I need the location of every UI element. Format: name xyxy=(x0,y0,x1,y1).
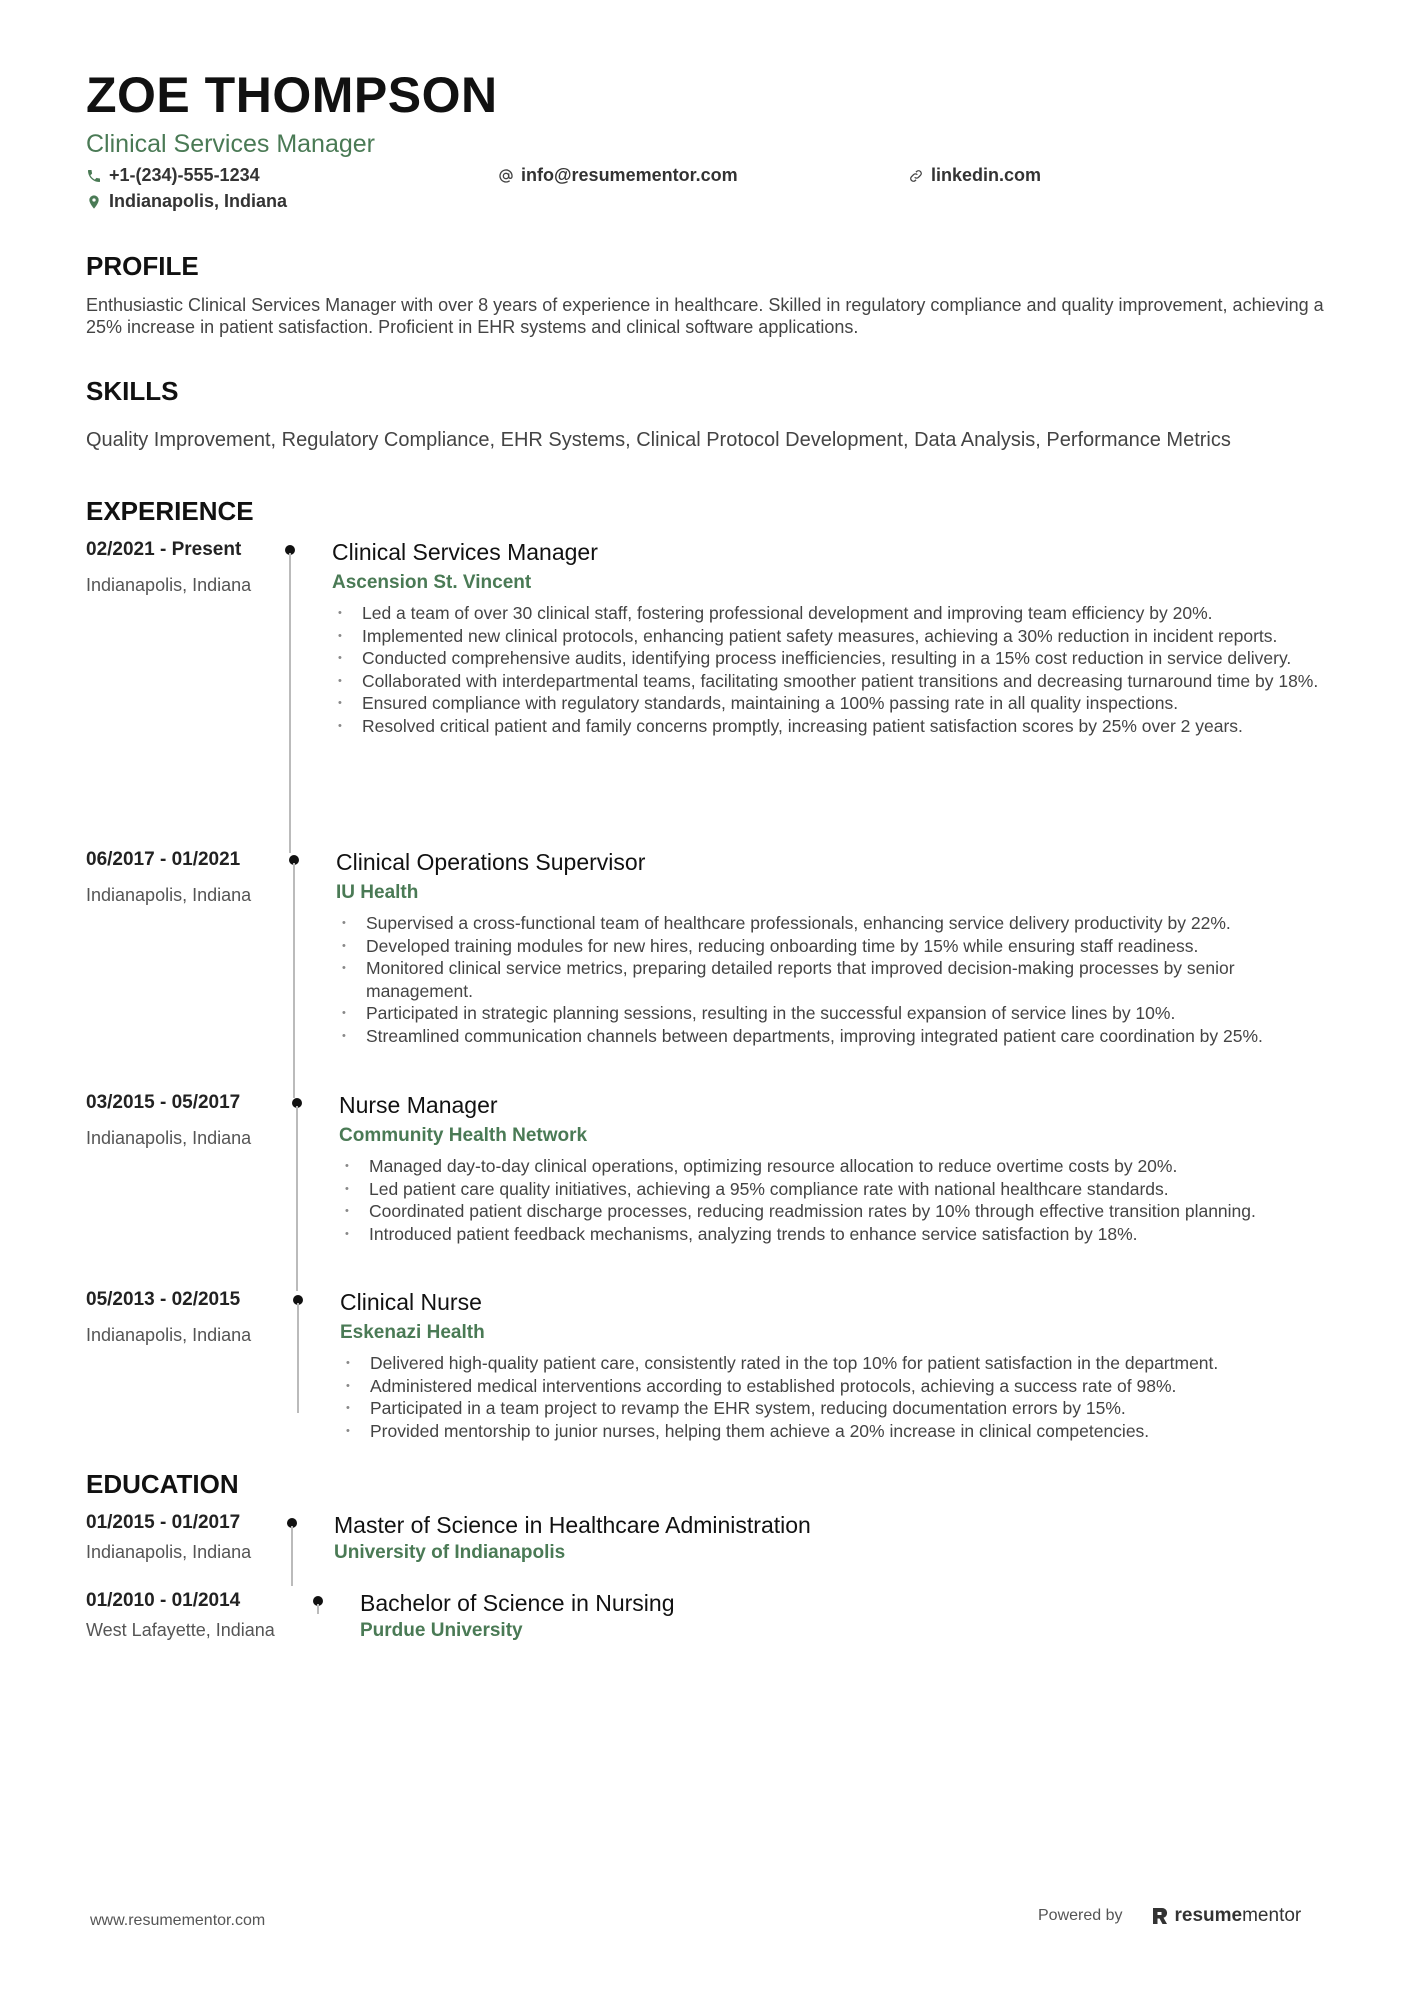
skills-heading: SKILLS xyxy=(86,376,179,406)
job-bullet: • Collaborated with interdepartmental teams, facilitating smoother patient transitions and decreasing turnaround time by 18%. xyxy=(332,670,1332,693)
job-company: Eskenazi Health xyxy=(340,1322,485,1343)
education-heading: EDUCATION xyxy=(86,1469,239,1499)
contact-email[interactable] xyxy=(498,165,738,186)
resumementor-logo-icon xyxy=(1151,1906,1169,1926)
job-bullet: • Coordinated patient discharge processes, reducing readmission rates by 10% through effective transition planning. xyxy=(339,1200,1339,1223)
education-dates: 01/2015 - 01/2017 xyxy=(86,1512,241,1533)
job-bullet: • Led patient care quality initiatives, achieving a 95% compliance rate with national healthcare standards. xyxy=(339,1178,1339,1201)
job-content xyxy=(332,539,1332,737)
job-dates: 06/2017 - 01/2021 xyxy=(86,849,241,870)
education-content xyxy=(334,1512,1334,1564)
job-bullet: • Monitored clinical service metrics, preparing detailed reports that improved decision-making processes by senior management. xyxy=(336,957,1336,1002)
job-bullet: • Conducted comprehensive audits, identifying process inefficiencies, resulting in a 15% cost reduction in service delivery. xyxy=(332,647,1332,670)
job-bullet: • Supervised a cross-functional team of healthcare professionals, enhancing service delivery productivity by 22%. xyxy=(336,912,1336,935)
profile-section xyxy=(86,251,1336,338)
job-bullets xyxy=(332,602,1332,737)
job-bullet: • Ensured compliance with regulatory standards, maintaining a 100% passing rate in all quality inspections. xyxy=(332,692,1332,715)
job-bullet: • Led a team of over 30 clinical staff, fostering professional development and improving team efficiency by 20%. xyxy=(332,602,1332,625)
skills-section xyxy=(86,376,1336,452)
timeline-line xyxy=(291,1526,293,1586)
contact-linkedin[interactable] xyxy=(908,165,1041,186)
job-location: Indianapolis, Indiana xyxy=(86,885,252,905)
candidate-name: ZOE THOMPSON xyxy=(86,67,498,123)
timeline-line xyxy=(296,1106,298,1291)
experience-heading: EXPERIENCE xyxy=(86,496,254,526)
job-bullet: • Administered medical interventions according to established protocols, achieving a success rate of 98%. xyxy=(340,1375,1340,1398)
job-location: Indianapolis, Indiana xyxy=(86,1128,252,1148)
job-bullet: • Resolved critical patient and family concerns promptly, increasing patient satisfaction scores by 25% over 2 years. xyxy=(332,715,1332,738)
job-company: Community Health Network xyxy=(339,1125,588,1146)
profile-heading: PROFILE xyxy=(86,251,199,281)
job-title: Clinical Services Manager xyxy=(332,539,598,565)
timeline-line xyxy=(297,1303,299,1413)
experience-timeline xyxy=(86,539,1336,1469)
education-content xyxy=(360,1590,1260,1642)
education-degree: Bachelor of Science in Nursing xyxy=(360,1590,675,1616)
job-dates: 03/2015 - 05/2017 xyxy=(86,1092,241,1113)
map-pin-icon xyxy=(86,194,102,210)
link-icon xyxy=(908,168,924,184)
footer-website[interactable]: www.resumementor.com xyxy=(90,1912,266,1929)
job-bullet: • Provided mentorship to junior nurses, helping them achieve a 20% increase in clinical competencies. xyxy=(340,1420,1340,1443)
experience-section xyxy=(86,496,1336,1469)
job-location: Indianapolis, Indiana xyxy=(86,1325,252,1345)
job-title: Clinical Operations Supervisor xyxy=(336,849,646,875)
education-school: Purdue University xyxy=(360,1620,523,1641)
job-bullet: • Streamlined communication channels between departments, improving integrated patient care coordination by 25%. xyxy=(336,1025,1336,1048)
phone-text: +1-(234)-555-1234 xyxy=(109,165,260,185)
job-bullet: • Developed training modules for new hires, reducing onboarding time by 15% while ensuring staff readiness. xyxy=(336,935,1336,958)
job-location: Indianapolis, Indiana xyxy=(86,575,252,595)
location-text: Indianapolis, Indiana xyxy=(109,191,288,211)
education-location: Indianapolis, Indiana xyxy=(86,1542,252,1562)
education-degree: Master of Science in Healthcare Administration xyxy=(334,1512,811,1538)
education-timeline xyxy=(86,1512,1336,1652)
job-bullet: • Implemented new clinical protocols, enhancing patient safety measures, achieving a 30% reduction in incident reports. xyxy=(332,625,1332,648)
job-bullets xyxy=(336,912,1336,1047)
timeline-line xyxy=(289,553,291,853)
education-section xyxy=(86,1469,1336,1652)
job-bullet: • Participated in strategic planning sessions, resulting in the successful expansion of service lines by 10%. xyxy=(336,1002,1336,1025)
education-school: University of Indianapolis xyxy=(334,1542,566,1563)
resume-page xyxy=(86,67,1336,1652)
profile-text: Enthusiastic Clinical Services Manager with over 8 years of experience in healthcare. Skilled in regulatory compliance and quality improvement, achieving a 25% increase in patient satisfaction. Proficient in EHR systems and clinical software applications. xyxy=(86,295,1324,337)
brand-rest-text: mentor xyxy=(1242,1905,1302,1926)
linkedin-link[interactable]: linkedin.com xyxy=(931,165,1042,185)
job-title: Clinical Nurse xyxy=(340,1289,482,1315)
job-dates: 05/2013 - 02/2015 xyxy=(86,1289,241,1310)
contact-info xyxy=(86,165,1336,217)
education-dates: 01/2010 - 01/2014 xyxy=(86,1590,241,1611)
job-bullets xyxy=(340,1352,1340,1442)
brand-bold-text: resume xyxy=(1174,1905,1243,1926)
job-title: Nurse Manager xyxy=(339,1092,498,1118)
contact-phone xyxy=(86,165,260,186)
at-icon xyxy=(498,168,514,184)
powered-by-text: Powered by xyxy=(1038,1907,1123,1924)
candidate-role: Clinical Services Manager xyxy=(86,130,376,158)
job-content xyxy=(339,1092,1339,1245)
job-bullet: • Delivered high-quality patient care, consistently rated in the top 10% for patient satisfaction in the department. xyxy=(340,1352,1340,1375)
job-company: Ascension St. Vincent xyxy=(332,572,532,593)
education-location: West Lafayette, Indiana xyxy=(86,1620,275,1640)
email-link[interactable]: info@resumementor.com xyxy=(521,165,738,185)
job-company: IU Health xyxy=(336,882,419,903)
contact-location xyxy=(86,191,287,212)
job-bullet: • Participated in a team project to revamp the EHR system, reducing documentation errors by 15%. xyxy=(340,1397,1340,1420)
job-bullets xyxy=(339,1155,1339,1245)
phone-icon xyxy=(86,168,102,184)
job-bullet: • Managed day-to-day clinical operations, optimizing resource allocation to reduce overtime costs by 20%. xyxy=(339,1155,1339,1178)
skills-text: Quality Improvement, Regulatory Compliance, EHR Systems, Clinical Protocol Development, Data Analysis, Performance Metrics xyxy=(86,429,1231,451)
timeline-line xyxy=(293,863,295,1098)
resumementor-logo[interactable] xyxy=(1151,1905,1302,1927)
job-content xyxy=(340,1289,1340,1442)
footer-branding xyxy=(1038,1905,1301,1927)
job-content xyxy=(336,849,1336,1047)
job-bullet: • Introduced patient feedback mechanisms, analyzing trends to enhance service satisfaction by 18%. xyxy=(339,1223,1339,1246)
timeline-line xyxy=(317,1604,319,1614)
job-dates: 02/2021 - Present xyxy=(86,539,242,560)
